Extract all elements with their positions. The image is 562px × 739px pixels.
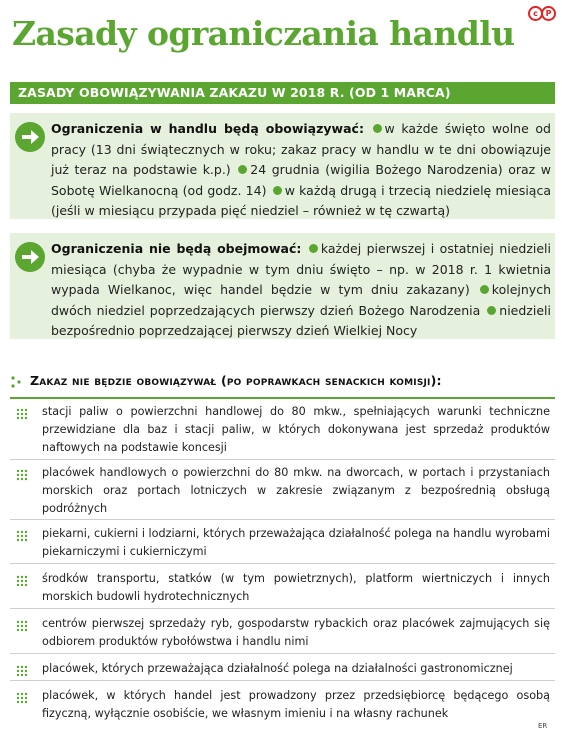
exclusions-heading: Ograniczenia nie będą obejmować: xyxy=(51,241,302,256)
exclusions-box xyxy=(10,233,555,339)
section-banner: ZASADY OBOWIĄZYWANIA ZAKAZU W 2018 R. (OD 1 MARCA) xyxy=(10,82,555,104)
divider xyxy=(10,680,555,681)
divider xyxy=(10,653,555,654)
logo-letter-p: P xyxy=(541,6,556,21)
dots-icon xyxy=(10,373,24,391)
bullet-dot xyxy=(309,244,318,253)
exemption-text: placówek, w których handel jest prowadzony przez przedsiębiorcę będącego osobą fizyczną, wyłącznie osobiście, we własnym imieniu i na własny rachunek xyxy=(42,689,550,720)
grid-dots-icon xyxy=(16,620,28,632)
bullet-dot xyxy=(238,165,247,174)
restriction-item: 24 grudnia (wigilia Bożego Narodzenia) oraz w Sobotę Wielkanocną (od godz. 14) xyxy=(51,162,552,198)
arrow-right-icon xyxy=(14,241,46,273)
exemption-text: centrów pierwszej sprzedaży ryb, gospodarstw rybackich oraz placówek zajmujących się odbiorem produktów rybołówstwa i handlu nimi xyxy=(42,617,550,648)
bullet-dot xyxy=(487,306,496,315)
exemption-text: placówek handlowych o powierzchni do 80 mkw. na dworcach, w portach i przystaniach morskich oraz portach lotniczych w zakresie związanym z bezpośrednią obsługą podróżnych xyxy=(42,466,550,515)
grid-dots-icon xyxy=(16,469,28,481)
exemption-text: stacji paliw o powierzchni handlowej do 80 mkw., spełniających warunki techniczne przewidziane dla baz i stacji paliw, w których dokonywana jest sprzedaż produktów naftowych na podstawie koncesji xyxy=(42,405,550,454)
subheading-text: Zakaz nie będzie obowiązywał (po poprawkach senackich komisji): xyxy=(30,373,442,388)
exemption-text: placówek, których przeważająca działalność polega na działalności gastronomicznej xyxy=(42,662,513,675)
divider xyxy=(10,519,555,520)
logo-letter-c: c xyxy=(528,6,543,21)
divider xyxy=(10,563,555,564)
grid-dots-icon xyxy=(16,665,28,677)
bullet-dot xyxy=(273,186,282,195)
restriction-item: w każde święto wolne od pracy (13 dni świątecznych w roku; zakaz pracy w handlu w te dni obowiązuje już teraz na podstawie k.p.) xyxy=(51,121,551,177)
grid-dots-icon xyxy=(16,692,28,704)
restrictions-text xyxy=(51,119,551,222)
arrow-right-icon xyxy=(14,121,46,153)
grid-dots-icon xyxy=(16,575,28,587)
restriction-item: w każdą drugą i trzecią niedzielę miesiąca (jeśli w miesiącu przypada pięć niedziel – również w tę czwartą) xyxy=(51,182,551,218)
bullet-dot xyxy=(480,285,489,294)
exclusion-item: niedzieli bezpośrednio poprzedzającej pierwszy dzień Wielkiej Nocy xyxy=(51,302,551,338)
restrictions-box xyxy=(10,113,555,219)
bullet-dot xyxy=(373,124,382,133)
exemptions-subheading xyxy=(10,370,555,396)
exclusion-item: kolejnych dwóch niedziel poprzedzających pierwszy dzień Bożego Narodzenia xyxy=(51,282,551,318)
publisher-logo xyxy=(528,6,558,21)
author-credit: ER xyxy=(538,722,548,730)
divider xyxy=(10,397,555,399)
exclusion-item: każdej pierwszej i ostatniej niedzieli miesiąca (chyba że wypadnie w tym dniu święto – np. w 2018 r. 1 kwietnia wypada Wielkanoc, więc handel będzie w tym dniu zakazany) xyxy=(51,241,552,297)
grid-dots-icon xyxy=(16,530,28,542)
grid-dots-icon xyxy=(16,408,28,420)
exemption-text: piekarni, cukierni i lodziarni, których przeważająca działalność polega na handlu wyrobami piekarniczymi i cukierniczymi xyxy=(42,527,550,558)
restrictions-heading: Ograniczenia w handlu będą obowiązywać: xyxy=(51,121,364,136)
page-title: Zasady ograniczania handlu xyxy=(12,14,515,53)
exemption-text: środków transportu, statków (w tym powietrznych), platform wiertniczych i innych morskich budowli hydrotechnicznych xyxy=(42,572,550,603)
divider xyxy=(10,459,555,460)
divider xyxy=(10,608,555,609)
exclusions-text xyxy=(51,239,551,342)
